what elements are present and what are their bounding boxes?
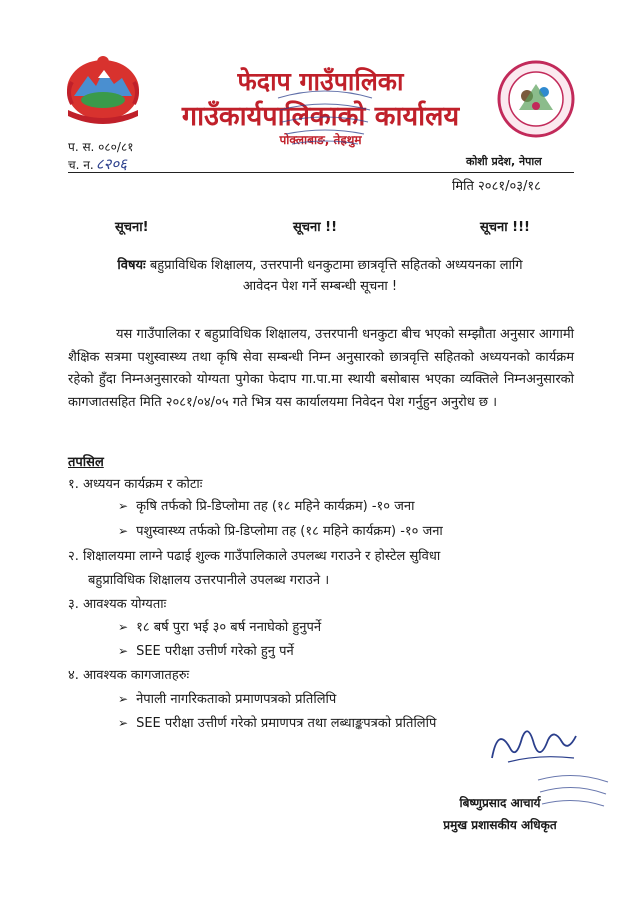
section-1-bullet-2-text: पशुस्वास्थ्य तर्फको प्रि-डिप्लोमा तह (१८ महिने कार्यक्रम) -१० जना	[136, 524, 443, 539]
signature-icon	[488, 718, 580, 768]
section-3-title: ३. आवश्यक योग्यताः	[68, 597, 167, 612]
section-4-title: ४. आवश्यक कागजातहरुः	[68, 668, 190, 683]
province-label: कोशी प्रदेश, नेपाल	[466, 155, 542, 168]
signatory-designation: प्रमुख प्रशासकीय अधिकृत	[443, 818, 557, 832]
details-heading: तपसिल	[68, 455, 104, 470]
notice-label-1: सूचना!	[115, 220, 149, 235]
section-2-line-2: बहुप्राविधिक शिक्षालय उत्तरपानीले उपलब्ध गराउने ।	[88, 573, 330, 588]
subject-text-line2: आवेदन पेश गर्ने सम्बन्धी सूचना !	[242, 279, 398, 294]
notice-label-3: सूचना !!!	[480, 220, 530, 235]
section-1-title: १. अध्ययन कार्यक्रम र कोटाः	[68, 477, 203, 492]
chalani-number: ८२०६	[95, 155, 127, 173]
section-3-bullet-2	[118, 641, 294, 659]
subject-block	[80, 255, 560, 297]
signatory-name: बिष्णुप्रसाद आचार्य	[459, 796, 541, 810]
document-date: मिति २०८१/०३/१८	[452, 179, 541, 194]
header-title-line1: फेदाप गाउँपालिका	[237, 67, 404, 96]
subject-label: विषयः	[117, 258, 146, 273]
section-4-bullet-2	[118, 713, 436, 731]
subject-text-line1: बहुप्राविधिक शिक्षालय, उत्तरपानी धनकुटामा छात्रवृत्ति सहितको अध्ययनका लागि	[149, 258, 523, 273]
body-paragraph: यस गाउँपालिका र बहुप्राविधिक शिक्षालय, उत्तरपानी धनकुटा बीच भएको सम्झौता अनुसार आगामी शैक्षिक सत्रमा पशुस्वास्थ्य तथा कृषि सेवा सम्बन्धी निम्न अनुसारको छात्रवृत्ति सहितको अध्ययनको कार्यक्रम रहेको हुँदा निम्नअनुसारको योग्यता पुगेका फेदाप गा.पा.मा स्थायी बसोबास भएका व्यक्तिले निम्नअनुसारको कागजातसहित मिति २०८१/०४/०५ गते भित्र यस कार्यालयमा निवेदन पेश गर्नुहुन अनुरोध छ ।	[68, 327, 574, 410]
header-address: पोक्लाबाङ, तेह्रथुम	[279, 133, 362, 147]
section-1-bullet-1	[118, 496, 414, 514]
section-3-bullet-1-text: १८ बर्ष पुरा भई ३० बर्ष ननाघेको हुनुपर्ने	[136, 620, 322, 635]
section-4-bullet-2-text: SEE परीक्षा उत्तीर्ण गरेको प्रमाणपत्र तथा लब्धाङ्कपत्रको प्रतिलिपि	[136, 716, 437, 731]
office-stamp-icon	[272, 84, 378, 148]
header-title-line2: गाउँकार्यपालिकाको कार्यालय	[181, 101, 460, 132]
signatory-block	[420, 792, 580, 836]
section-3-bullet-2-text: SEE परीक्षा उत्तीर्ण गरेको हुनु पर्ने	[136, 644, 294, 659]
header-divider	[68, 172, 574, 173]
reference-numbers	[68, 139, 133, 174]
section-1-bullet-1-text: कृषि तर्फको प्रि-डिप्लोमा तह (१८ महिने कार्यक्रम) -१० जना	[136, 499, 415, 514]
patra-sankhya: प. स. ०८०/८१	[68, 140, 134, 154]
section-3-bullet-1	[118, 617, 321, 635]
section-4-bullet-1	[118, 689, 336, 707]
chalani-label: च. न.	[68, 158, 94, 172]
section-2-line-1: २. शिक्षालयमा लाग्ने पढाई शुल्क गाउँपालिकाले उपलब्ध गराउने र होस्टेल सुविधा	[68, 549, 441, 564]
section-1-bullet-2	[118, 521, 443, 539]
notice-label-2: सूचना !!	[293, 220, 338, 235]
subject-line1	[80, 255, 560, 276]
section-4-bullet-1-text: नेपाली नागरिकताको प्रमाणपत्रको प्रतिलिपि	[136, 692, 337, 707]
